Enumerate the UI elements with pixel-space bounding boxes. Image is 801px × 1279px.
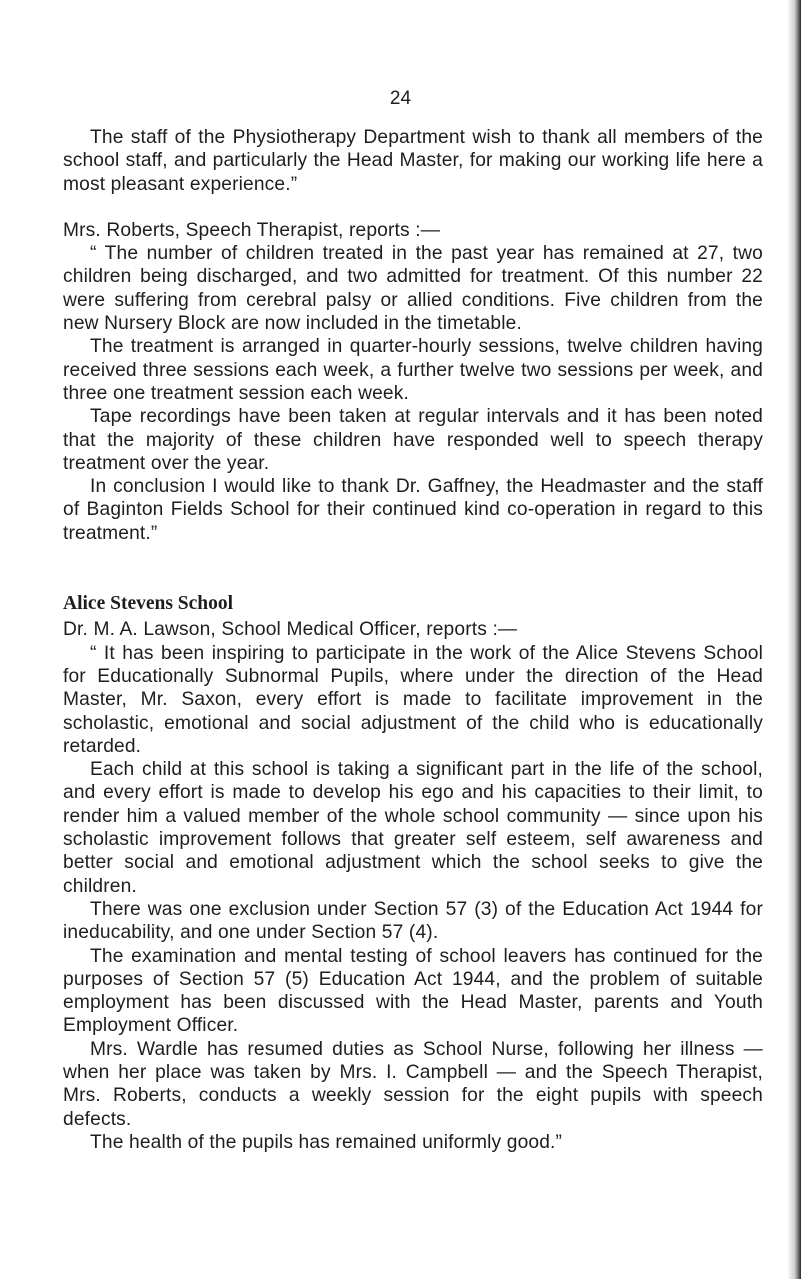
speech-paragraph: “ The number of children treated in the past year has remained at 27, two children being discharged, and two admitted for treatment. Of this number 22 were suffering from cerebral palsy or allied conditions. Five children from the new Nursery Block are now included in the timetable. bbox=[63, 243, 763, 335]
alice-paragraph: The examination and mental testing of school leavers has continued for the purposes of Section 57 (5) Education Act 1944, and the problem of suitable employment has been discussed with the Head Master, parents and Youth Employment Officer. bbox=[63, 945, 763, 1037]
alice-paragraph: “ It has been inspiring to participate in the work of the Alice Stevens School for Educationally Subnormal Pupils, where under the direction of the Head Master, Mr. Saxon, every effort is made to facilitate improvement in the scholastic, emotional and social adjustment of the child who is educationally retarded. bbox=[63, 642, 763, 757]
alice-paragraph: Each child at this school is taking a significant part in the life of the school, and every effort is made to develop his ego and his capacities to their limit, to render him a valued member of the whole school community — since upon his scholastic improvement follows that greater self esteem, self awareness and better social and emotional adjustment which the school seeks to give the children. bbox=[63, 759, 763, 897]
medical-officer-intro: Dr. M. A. Lawson, School Medical Officer, reports :— bbox=[63, 619, 518, 641]
physio-closing-paragraph: The staff of the Physiotherapy Department wish to thank all members of the school staff, and particularly the Head Master, for making our working life here a most pleasant experience.” bbox=[63, 127, 763, 195]
alice-paragraph: There was one exclusion under Section 57 (3) of the Education Act 1944 for ineducability, and one under Section 57 (4). bbox=[63, 898, 763, 944]
page-edge-shadow bbox=[787, 0, 801, 1279]
document-body bbox=[63, 126, 763, 1154]
speech-paragraph: The treatment is arranged in quarter-hourly sessions, twelve children having received three sessions each week, a further twelve two sessions per week, and three one treatment session each week. bbox=[63, 336, 763, 404]
alice-paragraph: The health of the pupils has remained uniformly good.” bbox=[90, 1131, 563, 1153]
alice-paragraph: Mrs. Wardle has resumed duties as School Nurse, following her illness — when her place was taken by Mrs. I. Campbell — and the Speech Therapist, Mrs. Roberts, conducts a weekly session for the eight pupils with speech defects. bbox=[63, 1038, 763, 1130]
speech-therapist-intro: Mrs. Roberts, Speech Therapist, reports :— bbox=[63, 219, 441, 241]
page-number: 24 bbox=[389, 88, 412, 109]
speech-paragraph: In conclusion I would like to thank Dr. Gaffney, the Headmaster and the staff of Baginton Fields School for their continued kind co-operation in regard to this treatment.” bbox=[63, 476, 763, 544]
speech-paragraph: Tape recordings have been taken at regular intervals and it has been noted that the majority of these children have responded well to speech therapy treatment over the year. bbox=[63, 406, 763, 474]
section-heading-alice-stevens: Alice Stevens School bbox=[63, 593, 234, 615]
